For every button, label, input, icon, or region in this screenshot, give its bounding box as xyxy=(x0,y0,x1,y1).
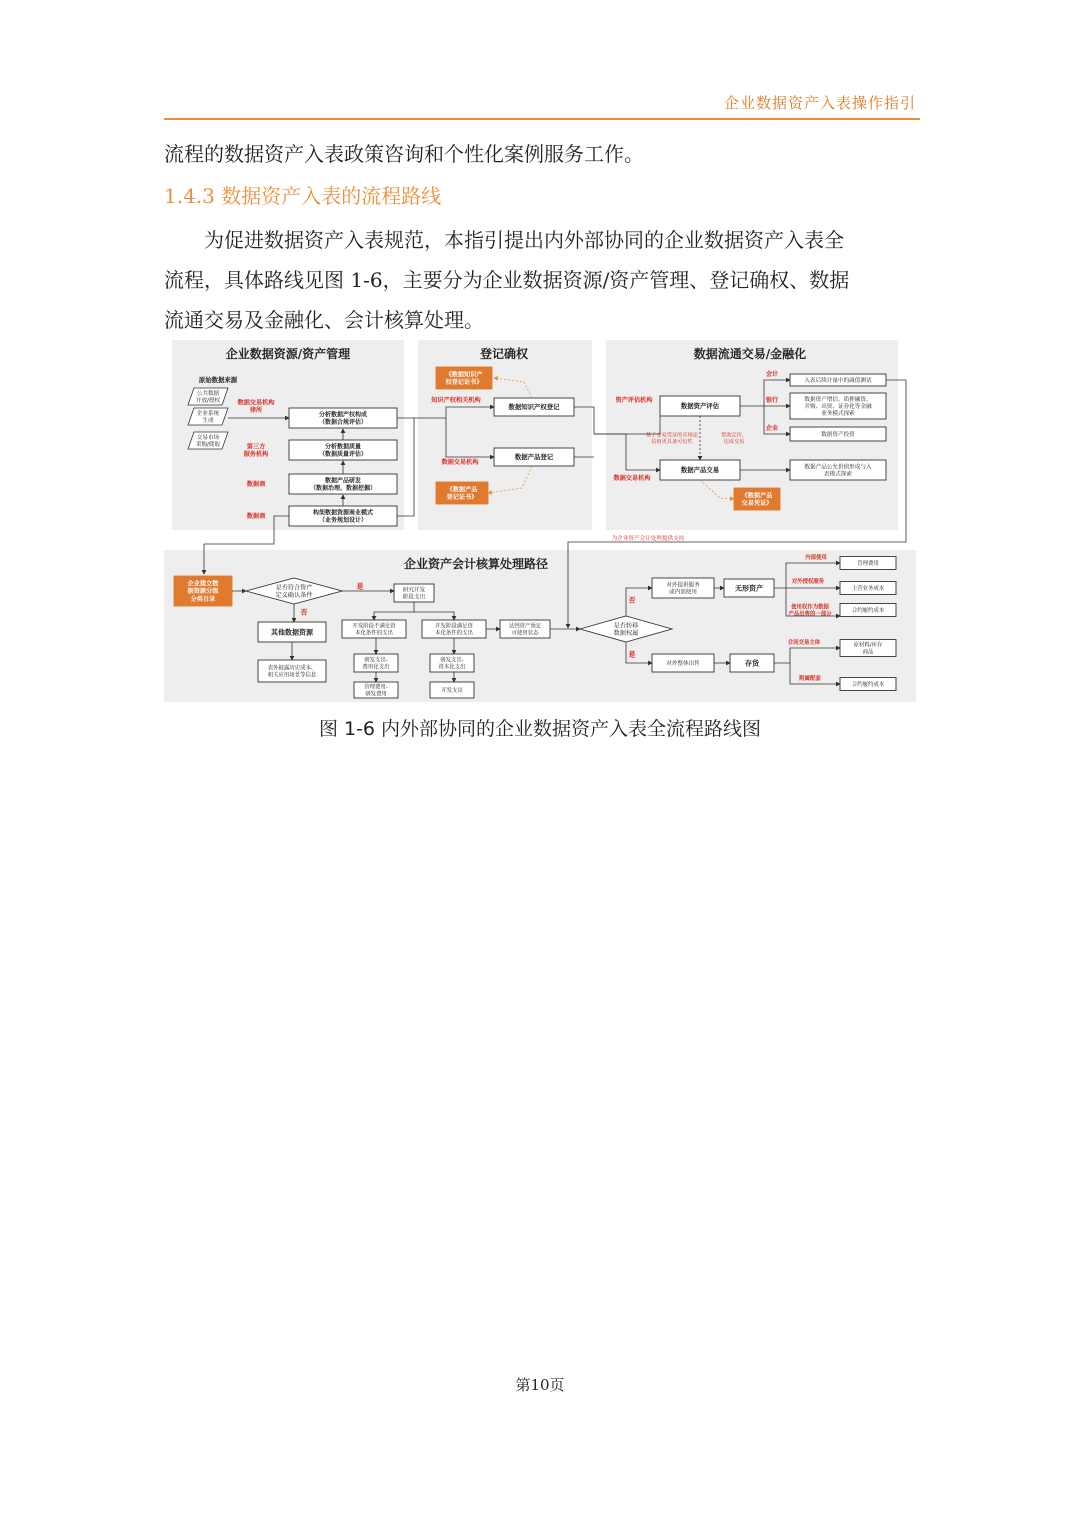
page-number: 第10页 xyxy=(515,1376,565,1394)
usage-label: 合同交易主体 xyxy=(787,639,821,646)
actor-label: 数据交易机构 xyxy=(441,459,479,467)
process-step-label: 构架数据资源商业模式（业务规划设计） xyxy=(312,509,374,524)
paragraph-line: 流程的数据资产入表政策咨询和个性化案例服务工作。 xyxy=(164,142,644,166)
cost-box-label: 原材料/库存商品 xyxy=(853,642,883,656)
accounting-box-label: 研发支出-资本化支出 xyxy=(438,657,466,671)
decision-diamond-label: 是否符合资产定义确认条件 xyxy=(275,584,313,600)
panel-title: 登记确权 xyxy=(479,347,529,362)
cost-box-label: 管理费用 xyxy=(857,560,879,567)
accounting-box-label: 开发阶段满足资本化条件的支出 xyxy=(435,623,473,637)
actor-label: 银行 xyxy=(765,397,779,405)
circulation-step-label: 数据产品交易 xyxy=(680,466,720,475)
note-label: 基于交易凭证的市场法估值更具备可信性 xyxy=(646,432,698,446)
intangible-asset-box-label: 无形资产 xyxy=(735,584,763,593)
panel-title: 企业资产会计核算处理路径 xyxy=(403,557,549,572)
circulation-step-label: 数据资产评估 xyxy=(680,402,720,411)
decision-diamond-label: 是否转移数据权属 xyxy=(613,622,639,638)
registration-step-label: 数据产品登记 xyxy=(514,453,554,462)
section-title: 1.4.3 数据资产入表的流程路线 xyxy=(164,184,442,208)
support-note: 为企业资产会计处理提供支持 xyxy=(611,535,685,542)
accounting-box-label: 对外提供服务或内部使用 xyxy=(666,582,700,596)
actor-label: 会计 xyxy=(765,371,779,379)
paragraph-line: 流通交易及金融化、会计核算处理。 xyxy=(164,308,484,332)
actor-label: 数据交易机构 xyxy=(613,475,651,483)
registration-step-label: 数据知识产权登记 xyxy=(508,403,560,412)
certificate-box-label: 《数据知识产权登记证书》 xyxy=(445,371,483,387)
data-source-item-label: 企业系统生成 xyxy=(196,410,220,424)
outcome-box-label: 数据产品公允价值形成与入表模式探索 xyxy=(804,464,872,478)
paragraph-line: 为促进数据资产入表规范，本指引提出内外部协同的企业数据资产入表全 xyxy=(204,228,844,252)
other-resources-box-label: 其他数据资源 xyxy=(271,628,313,637)
cost-box-label: 主营业务成本 xyxy=(851,585,885,592)
process-step-label: 分析数据产权构成（数据合规评估） xyxy=(318,411,368,426)
outcome-box-label: 数据资产增信、质押融资、并购、出资、证券化等金融业务模式探索 xyxy=(804,396,872,417)
actor-label: 数据交易机构律所 xyxy=(237,399,275,415)
cost-box-label: 合约履约成本 xyxy=(851,607,885,614)
actor-label: 企业 xyxy=(765,425,779,433)
accounting-box-label: 开发阶段不满足资本化条件的支出 xyxy=(352,623,396,637)
outcome-box-label: 数据资产投资 xyxy=(821,431,855,438)
cost-box-label: 合约履约成本 xyxy=(851,681,885,688)
certificate-box-label: 《数据产品登记证书》 xyxy=(446,486,478,502)
yes-label: 是 xyxy=(356,582,364,591)
certificate-box-label: 《数据产品交易凭证》 xyxy=(741,492,773,508)
no-label: 否 xyxy=(300,608,308,617)
usage-label: 附属配套 xyxy=(799,675,821,682)
data-source-item-label: 交易市场采购/爬取 xyxy=(195,434,221,448)
accounting-box-label: 达到资产预定可使用状态 xyxy=(508,623,542,637)
inventory-box-label: 存货 xyxy=(745,659,759,668)
paragraph-line: 流程，具体路线见图 1-6，主要分为企业数据资源/资产管理、登记确权、数据 xyxy=(164,268,850,292)
usage-label: 对外授权服务 xyxy=(791,578,825,585)
actor-label: 数据商 xyxy=(246,481,266,489)
process-step-label: 数据产品研发（数据治理、数据挖掘） xyxy=(309,477,377,492)
running-header xyxy=(164,92,920,120)
yes-label: 是 xyxy=(628,650,636,659)
start-box-label: 企业建立数据资源分级分类目录 xyxy=(187,580,219,603)
actor-label: 数据商 xyxy=(246,513,266,521)
data-source-item-label: 公共数据开放/授权 xyxy=(195,390,221,404)
usage-label: 内部使用 xyxy=(805,554,827,561)
header-title: 企业数据资产入表操作指引 xyxy=(723,94,916,112)
usage-label: 使用权作为数据产品出售的一部分 xyxy=(788,604,832,618)
no-label: 否 xyxy=(628,596,636,605)
accounting-box-label: 对外整体出售 xyxy=(666,660,700,667)
accounting-box-label: 管理费用-研发费用 xyxy=(364,684,388,698)
accounting-box-label: 研究开发阶段支出 xyxy=(402,587,426,601)
source-title: 原始数据来源 xyxy=(198,376,238,385)
actor-label: 知识产权相关机构 xyxy=(431,397,481,405)
panel-title: 数据流通交易/金融化 xyxy=(693,347,807,362)
panel-title: 企业数据资源/资产管理 xyxy=(225,347,351,362)
accounting-box-label: 表外披露历史成本、相关应用场景等信息 xyxy=(267,665,317,679)
outcome-box-label: 入表后续计量中的减值测试 xyxy=(804,377,872,384)
accounting-box-label: 开发支出 xyxy=(441,687,463,694)
actor-label: 资产评估机构 xyxy=(615,397,653,405)
figure-caption: 图 1-6 内外部协同的企业数据资产入表全流程路线图 xyxy=(318,718,762,740)
accounting-box-label: 研发支出-费用化支出 xyxy=(362,657,390,671)
actor-label: 第三方服务机构 xyxy=(243,443,269,459)
flowchart-figure xyxy=(164,338,916,704)
note-label: 帮助定价，达成交易 xyxy=(721,432,747,446)
process-step-label: 分析数据质量（数据质量评估） xyxy=(318,443,368,458)
